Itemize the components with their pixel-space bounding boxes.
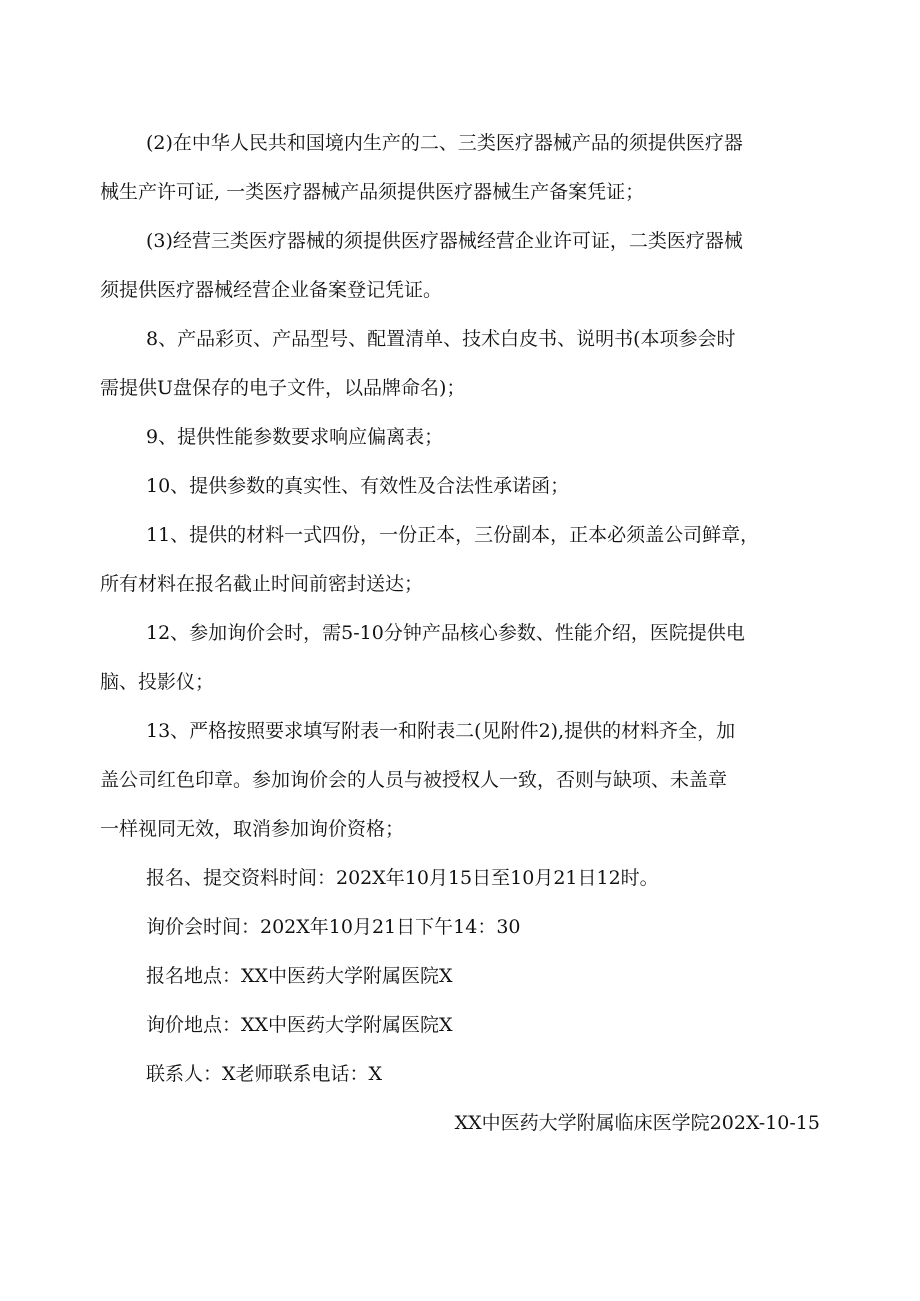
inquiry-place — [100, 1013, 820, 1037]
inquiry-meeting-time — [100, 915, 820, 939]
paragraph-line: 11、提供的材料一式四份，一份正本，三份副本，正本必须盖公司鲜章， — [146, 524, 760, 546]
paragraph-line: 联系人：X老师联系电话：X — [146, 1063, 383, 1085]
paragraph-item-12 — [100, 621, 820, 694]
paragraph-line: 10、提供参数的真实性、有效性及合法性承诺函； — [146, 475, 570, 497]
paragraph-item-11 — [100, 523, 820, 596]
contact-info — [100, 1062, 820, 1086]
paragraph-line: 报名、提交资料时间：202X年10月15日至10月21日12时。 — [146, 867, 659, 889]
paragraph-line: 需提供U盘保存的电子文件，以品牌命名)； — [100, 377, 466, 399]
paragraph-item-2 — [100, 131, 820, 204]
paragraph-line: 盖公司红色印章。参加询价会的人员与被授权人一致，否则与缺项、未盖章 — [100, 769, 728, 791]
paragraph-line: 询价会时间：202X年10月21日下午14：30 — [146, 916, 521, 938]
paragraph-line: 9、提供性能参数要求响应偏离表； — [146, 426, 444, 448]
paragraph-line: 8、产品彩页、产品型号、配置清单、技术白皮书、说明书(本项参会时 — [146, 328, 736, 350]
paragraph-line: (2)在中华人民共和国境内生产的二、三类医疗器械产品的须提供医疗器 — [146, 132, 743, 154]
paragraph-line: 询价地点：XX中医药大学附属医院X — [146, 1014, 453, 1036]
signature-line: XX中医药大学附属临床医学院202X-10-15 — [454, 1112, 820, 1134]
paragraph-line: 一样视同无效，取消参加询价资格； — [100, 818, 405, 840]
paragraph-item-13 — [100, 719, 820, 841]
registration-time — [100, 866, 820, 890]
paragraph-item-8 — [100, 327, 820, 400]
registration-place — [100, 964, 820, 988]
paragraph-line: 所有材料在报名截止时间前密封送达； — [100, 573, 424, 595]
paragraph-line: 械生产许可证, 一类医疗器械产品须提供医疗器械生产备案凭证； — [100, 181, 645, 203]
paragraph-line: 报名地点：XX中医药大学附属医院X — [146, 965, 453, 987]
paragraph-item-9 — [100, 425, 820, 449]
paragraph-line: 13、严格按照要求填写附表一和附表二(见附件2),提供的材料齐全，加 — [146, 720, 736, 742]
paragraph-line: 须提供医疗器械经营企业备案登记凭证。 — [100, 279, 443, 301]
paragraph-item-10 — [100, 474, 820, 498]
paragraph-line: (3)经营三类医疗器械的须提供医疗器械经营企业许可证，二类医疗器械 — [146, 230, 743, 252]
paragraph-line: 12、参加询价会时，需5-10分钟产品核心参数、性能介绍，医院提供电 — [146, 622, 745, 644]
paragraph-line: 脑、投影仪； — [100, 671, 215, 693]
paragraph-item-3 — [100, 229, 820, 302]
